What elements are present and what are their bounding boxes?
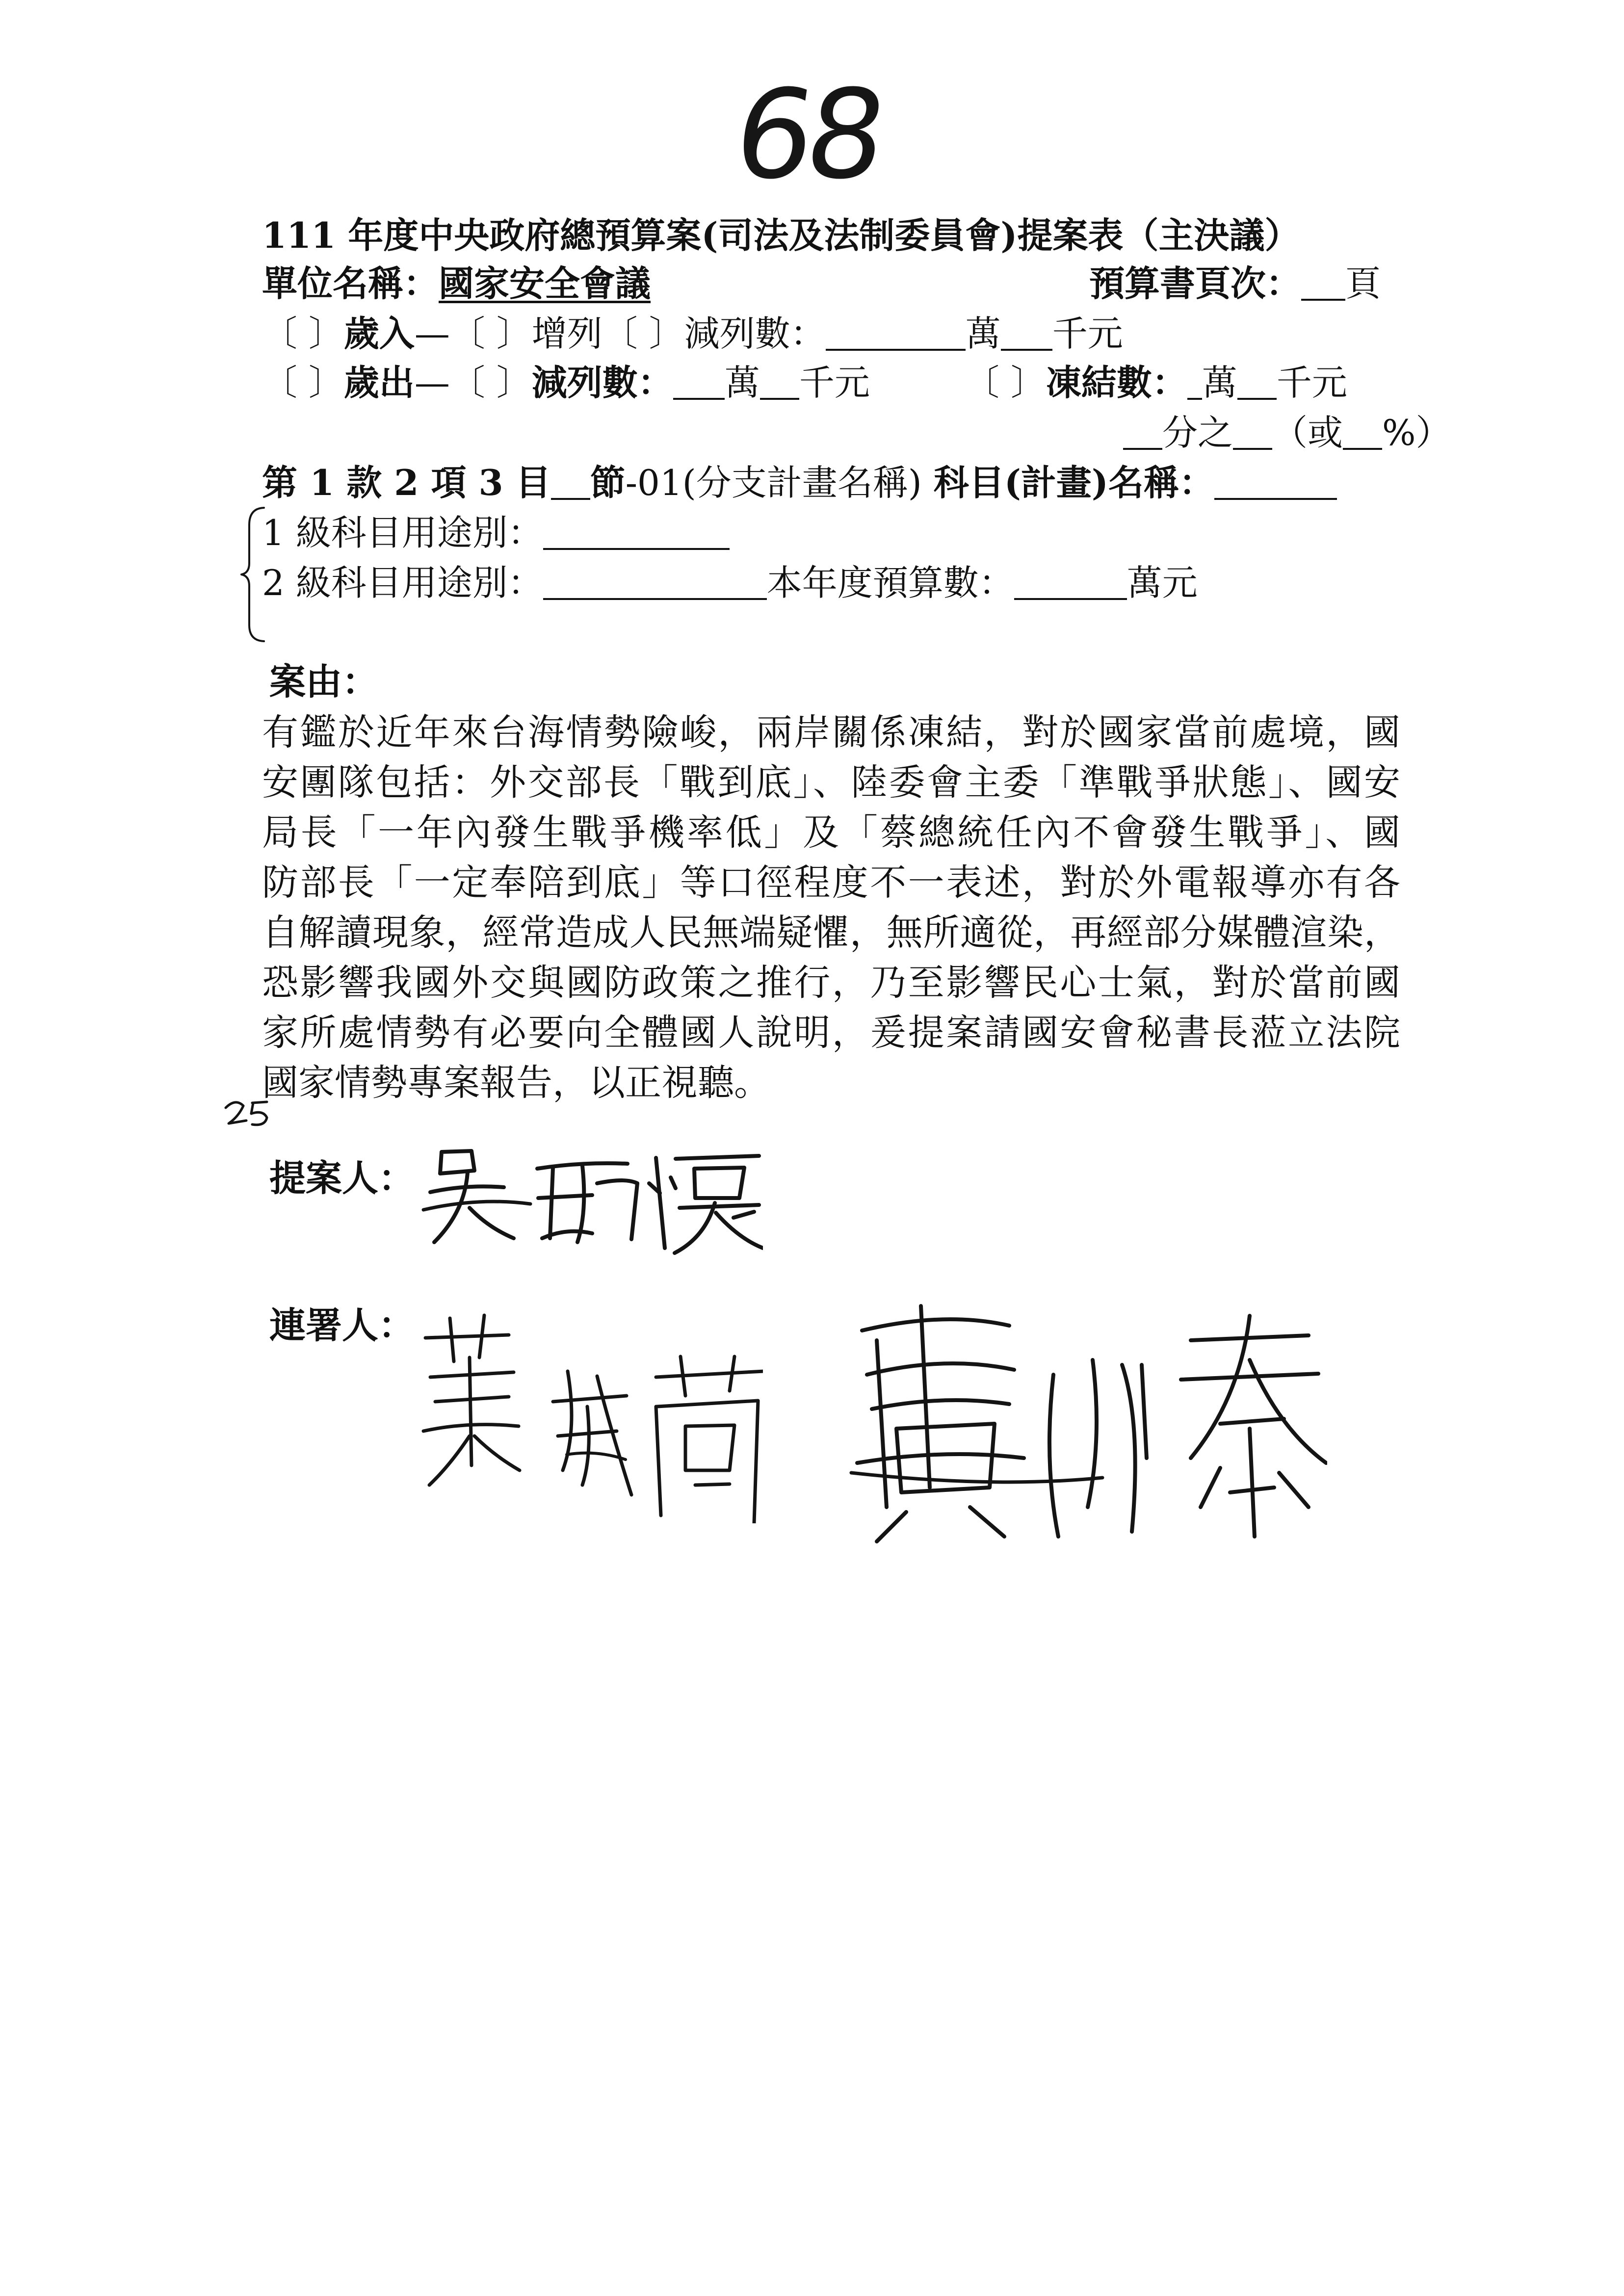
revenue-label: 歲入 [343, 313, 415, 354]
paragraph-line: 家所處情勢有必要向全體國人說明，爰提案請國安會秘書長蒞立法院 [262, 1012, 1400, 1054]
freeze-ratio-line [1123, 408, 1451, 457]
blank-field [1187, 393, 1202, 400]
freeze-wan: 萬 [1202, 362, 1237, 403]
paragraph-line: 有鑑於近年來台海情勢險峻，兩岸關係凍結，對於國家當前處境，國 [262, 711, 1400, 754]
section-label: 第 1 款 2 項 3 目 [262, 462, 551, 503]
blank-field [826, 344, 966, 351]
expenditure-dash: —〔 〕 [414, 362, 532, 403]
proposer-label: 提案人： [269, 1157, 415, 1200]
blank-field [543, 543, 730, 550]
paragraph-line: 國家情勢專案報告，以正視聽。 [262, 1062, 770, 1104]
reason-paragraph [262, 707, 1400, 1108]
paragraph-line: 防部長「一定奉陪到底」等口徑程度不一表述，對於外電報導亦有各 [262, 861, 1400, 904]
fraction-label: 分之 [1162, 412, 1233, 453]
unit-label: 單位名稱： [262, 262, 439, 304]
budget-label: 本年度預算數： [766, 562, 1014, 603]
blank-field [1301, 294, 1345, 301]
node-label: 節 [590, 462, 626, 503]
freeze-checkbox: 〔 〕 [964, 362, 1046, 403]
expenditure-reduce-label: 減列數： [531, 362, 673, 403]
blank-field [673, 393, 725, 400]
expenditure-qian: 千元 [799, 362, 870, 403]
node-code: -01(分支計畫名稱) [625, 462, 922, 503]
freeze-qian: 千元 [1276, 362, 1347, 403]
blank-field [543, 593, 767, 600]
purpose-level1-line [262, 508, 730, 557]
purpose-level2-line [262, 558, 1198, 607]
handwritten-page-number: 68 [726, 63, 889, 206]
expenditure-label: 歲出 [343, 362, 415, 403]
blank-field [1233, 443, 1272, 450]
paragraph-line: 自解讀現象，經常造成人民無端疑懼，無所適從，再經部分媒體渲染， [262, 912, 1400, 954]
expenditure-wan: 萬 [724, 362, 760, 403]
paragraph-line: 局長「一年內發生戰爭機率低」及「蔡總統任內不會發生戰爭」、國 [262, 811, 1400, 854]
blank-field [760, 393, 799, 400]
blank-field [1123, 443, 1162, 450]
revenue-line [262, 309, 1123, 358]
blank-field [1214, 493, 1337, 500]
blank-field [551, 493, 590, 500]
unit-line [262, 259, 651, 308]
level1-label: 1 級科目用途別： [262, 512, 543, 553]
pen-mark [222, 1095, 276, 1129]
level2-label: 2 級科目用途別： [262, 562, 543, 603]
blank-field [1014, 593, 1127, 600]
paragraph-line: 安團隊包括：外交部長「戰到底」、陸委會主委「準戰爭狀態」、國安 [262, 761, 1400, 804]
freeze-label: 凍結數： [1046, 362, 1187, 403]
blank-field [1001, 344, 1052, 351]
budget-unit: 萬元 [1126, 562, 1198, 603]
cosigner-signature-2 [846, 1300, 1327, 1545]
page-ref-suffix: 頁 [1345, 263, 1381, 304]
freeze-line [964, 358, 1347, 407]
cosigner-signature-1 [419, 1307, 763, 1523]
revenue-qian: 千元 [1052, 313, 1123, 354]
page-reference [1089, 259, 1381, 308]
cosigners-label: 連署人： [269, 1305, 415, 1347]
percent-close: %） [1382, 412, 1451, 453]
paragraph-line: 恐影響我國外交與國防政策之推行，乃至影響民心士氣，對於當前國 [262, 962, 1400, 1004]
blank-field [1343, 443, 1382, 450]
revenue-wan: 萬 [965, 313, 1001, 354]
proposer-signature [419, 1138, 763, 1261]
or-open: （或 [1272, 412, 1343, 453]
unit-value: 國家安全會議 [439, 262, 651, 304]
revenue-checkbox: 〔 〕 [262, 313, 344, 354]
form-title: 111 年度中央政府總預算案(司法及法制委員會)提案表（主決議） [262, 214, 1300, 256]
blank-field [1237, 393, 1277, 400]
expenditure-checkbox: 〔 〕 [262, 362, 344, 403]
item-name-label: 科目(計畫)名稱： [933, 462, 1214, 503]
revenue-options: —〔 〕增列〔 〕減列數： [414, 313, 826, 354]
reason-label: 案由： [269, 661, 378, 703]
item-line [262, 458, 1337, 507]
page-ref-label: 預算書頁次： [1089, 262, 1302, 304]
expenditure-line [262, 358, 870, 407]
